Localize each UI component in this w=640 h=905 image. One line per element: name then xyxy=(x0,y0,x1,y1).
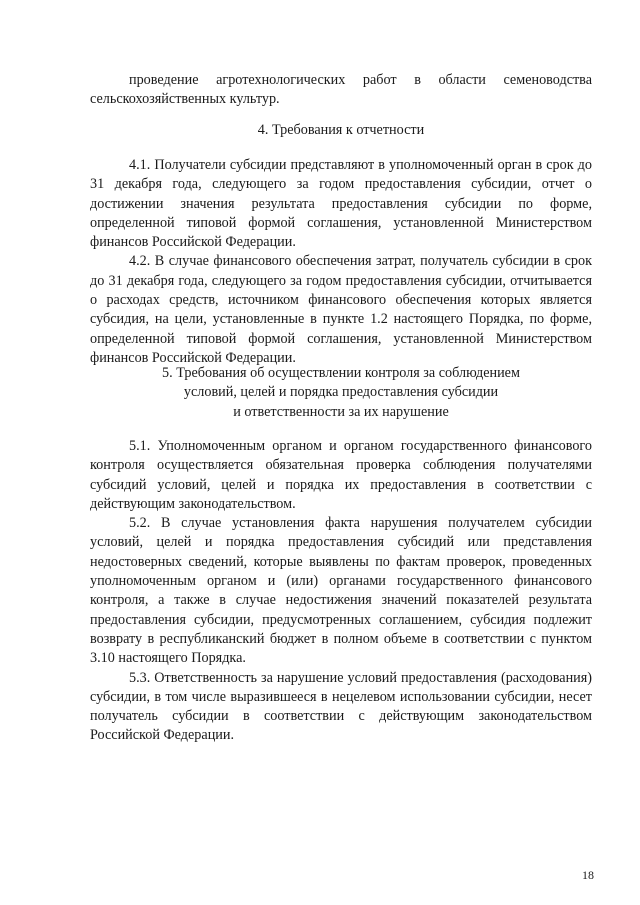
section-5-heading xyxy=(90,364,592,422)
paragraph-4-2: 4.2. В случае финансового обеспечения затрат, получатель субсидии в срок до 31 декабря года, следующего за годом предоставления субсидии, отчитывается о расходах средств, источником финансового обеспечения которых является субсидия, на цели, установленные в пункте 1.2 настоящего Порядка, по форме, определенной типовой формой соглашения, установленной Министерством финансов Российской Федерации. xyxy=(90,253,592,366)
paragraph-5-1: 5.1. Уполномоченным органом и органом государственного финансового контроля осуществляется обязательная проверка соблюдения получателями субсидий условий, целей и порядка их предоставления в соответствии с действующим законодательством. xyxy=(90,438,592,512)
section-4-title: 4. Требования к отчетности xyxy=(257,122,425,138)
section-5-title-line-2: условий, целей и порядка предоставления субсидии xyxy=(183,384,499,401)
intro-paragraph: проведение агротехнологических работ в области семеноводства сельскохозяйственных культур. xyxy=(90,72,592,108)
paragraph-5-3: 5.3. Ответственность за нарушение условий предоставления (расходования) субсидии, в том числе выразившееся в нецелевом использовании субсидии, несет получатель субсидии в соответствии с действующим законодательством Российской Федерации. xyxy=(90,669,592,744)
section-5-title-line-1: 5. Требования об осуществлении контроля за соблюдением xyxy=(162,365,520,381)
section-5-body xyxy=(90,437,592,746)
intro-continuation xyxy=(90,71,592,110)
section-4-body xyxy=(90,156,592,368)
page-number: 18 xyxy=(582,868,594,882)
section-4-heading xyxy=(90,121,592,140)
paragraph-4-1: 4.1. Получатели субсидии представляют в уполномоченный орган в срок до 31 декабря года, следующего за годом предоставления субсидии, отчет о достижении значения результата предоставления субсидии по форме, определенной типовой формой соглашения, установленной Министерством финансов Российской Федерации. xyxy=(90,157,592,251)
paragraph-5-2: 5.2. В случае установления факта нарушения получателем субсидии условий, целей и порядка предоставления субсидий или представления недостоверных сведений, которые выявлены по фактам проверок, проведенных уполномоченным органом и (или) органами государственного финансового контроля, а также в случае недостижения значений показателей результата предоставления субсидии, предусмотренных соглашением, субсидия подлежит возврату в республиканский бюджет в полном объеме в соответствии с пунктом 3.10 настоящего Порядка. xyxy=(90,515,592,667)
section-5-title-line-3: и ответственности за их нарушение xyxy=(233,403,449,420)
